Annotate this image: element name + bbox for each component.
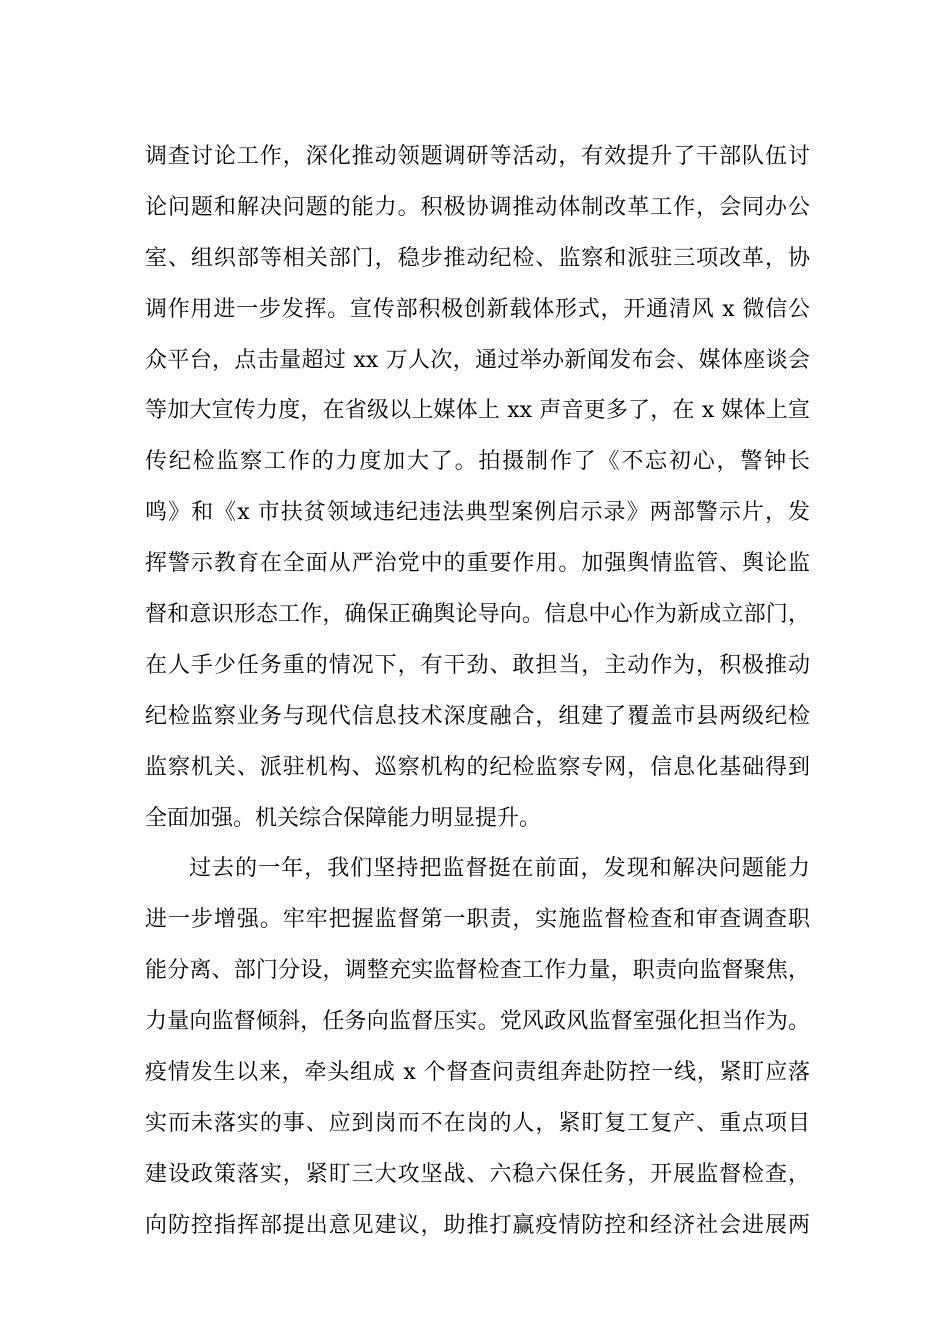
text-line: 鸣》和《x 市扶贫领域违纪违法典型案例启示录》两部警示片，发 — [145, 500, 810, 526]
text-line: 向防控指挥部提出意见建议，助推打赢疫情防控和经济社会进展两 — [145, 1212, 810, 1238]
text-line: 众平台，点击量超过 xx 万人次，通过举办新闻发布会、媒体座谈会 — [145, 347, 810, 373]
text-line: 力量向监督倾斜，任务向监督压实。党风政风监督室强化担当作为。 — [145, 1009, 810, 1035]
text-line: 调查讨论工作，深化推动领题调研等活动，有效提升了干部队伍讨 — [145, 144, 810, 169]
text-line: 能分离、部门分设，调整充实监督检查工作力量，职责向监督聚焦， — [145, 958, 810, 984]
text-line: 纪检监察业务与现代信息技术深度融合，组建了覆盖市县两级纪检 — [145, 703, 810, 729]
text-line: 在人手少任务重的情况下，有干劲、敢担当，主动作为，积极推动 — [145, 652, 810, 678]
text-line: 论问题和解决问题的能力。积极协调推动体制改革工作，会同办公 — [145, 194, 810, 220]
text-line: 调作用进一步发挥。宣传部积极创新载体形式，开通清风 x 微信公 — [145, 296, 810, 322]
text-line: 监察机关、派驻机构、巡察机构的纪检监察专网，信息化基础得到 — [145, 754, 810, 780]
text-line: 过去的一年，我们坚持把监督挺在前面，发现和解决问题能力 — [189, 856, 810, 882]
text-line: 等加大宣传力度，在省级以上媒体上 xx 声音更多了，在 x 媒体上宣 — [145, 398, 810, 424]
text-line: 疫情发生以来，牵头组成 x 个督查问责组奔赴防控一线，紧盯应落 — [145, 1060, 810, 1086]
text-line: 传纪检监察工作的力度加大了。拍摄制作了《不忘初心，警钟长 — [145, 449, 810, 475]
text-line: 全面加强。机关综合保障能力明显提升。 — [145, 805, 542, 831]
text-line: 督和意识形态工作，确保正确舆论导向。信息中心作为新成立部门， — [145, 602, 810, 628]
text-line: 建设政策落实，紧盯三大攻坚战、六稳六保任务，开展监督检查， — [145, 1161, 810, 1187]
text-line: 挥警示教育在全面从严治党中的重要作用。加强舆情监管、舆论监 — [145, 551, 810, 577]
document-body — [145, 132, 810, 1252]
text-line: 实而未落实的事、应到岗而不在岗的人，紧盯复工复产、重点项目 — [145, 1110, 810, 1136]
text-line: 进一步增强。牢牢把握监督第一职责，实施监督检查和审查调查职 — [145, 907, 810, 933]
paragraph-1 — [145, 132, 810, 844]
text-line: 室、组织部等相关部门，稳步推动纪检、监察和派驻三项改革，协 — [145, 245, 810, 271]
paragraph-2 — [145, 844, 810, 1251]
